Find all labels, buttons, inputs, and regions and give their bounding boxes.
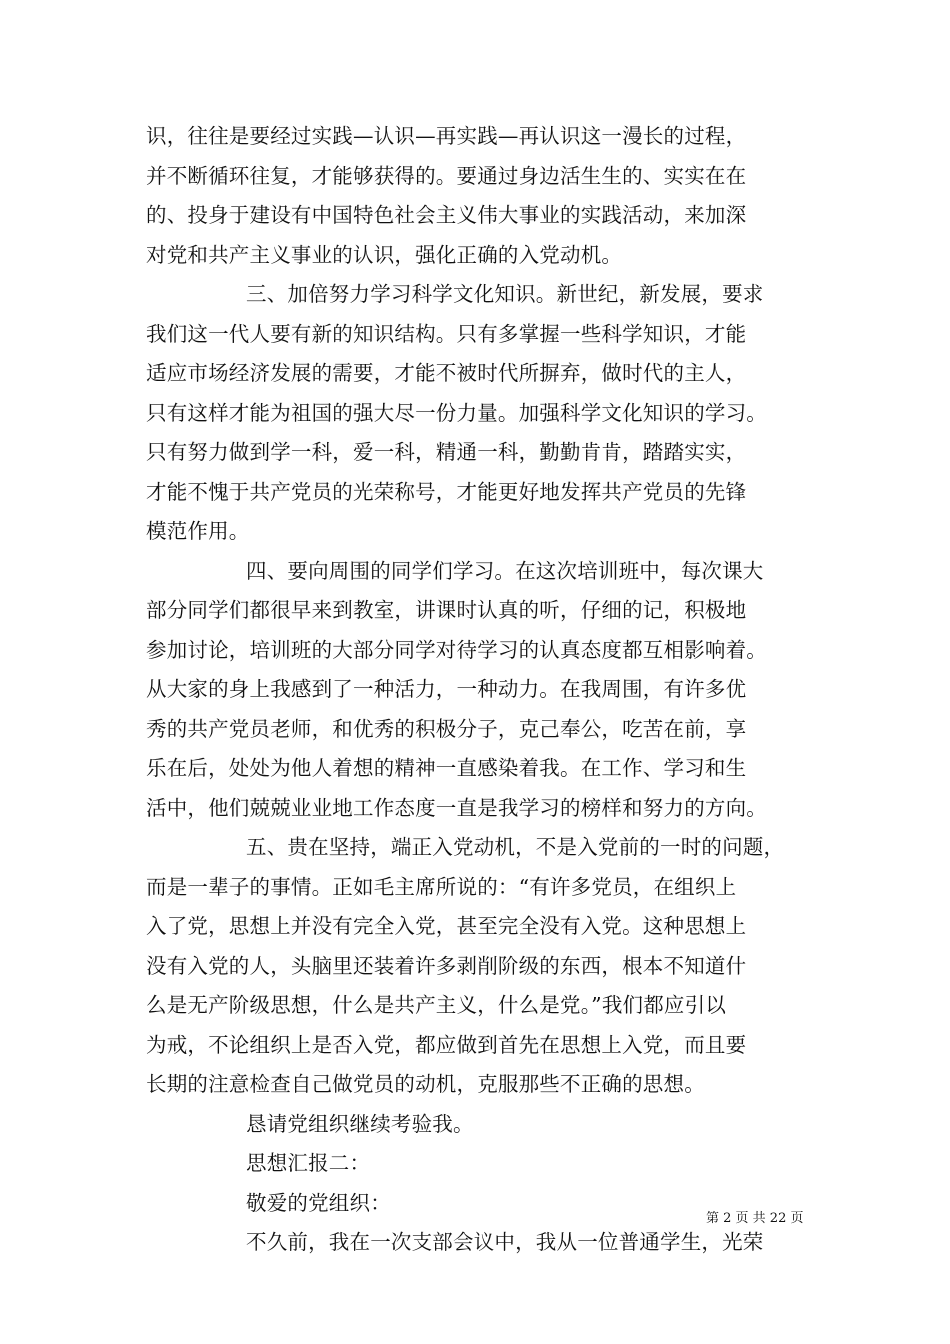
section-heading-line: 四、要向周围的同学们学习。在这次培训班中，每次课大 [246,558,764,583]
text-line: 秀的共产党员老师，和优秀的积极分子，克己奉公，吃苦在前，享 [146,716,747,741]
text-line: 对党和共产主义事业的认识，强化正确的入党动机。 [146,242,623,267]
text-line: 没有入党的人，头脑里还装着许多剥削阶级的东西，根本不知道什 [146,953,747,978]
text-line: 参加讨论，培训班的大部分同学对待学习的认真态度都互相影响着。 [146,637,767,662]
report-title-line: 思想汇报二： [246,1151,371,1175]
text-line: 部分同学们都很早来到教室，讲课时认真的听，仔细的记，积极地 [146,598,747,622]
text-line: 活中，他们兢兢业业地工作态度一直是我学习的榜样和努力的方向。 [146,795,767,820]
text-line: 入了党，思想上并没有完全入党，甚至完全没有入党。这种思想上 [146,914,747,938]
text-line: 从大家的身上我感到了一种活力，一种动力。在我周围，有许多优 [146,677,747,701]
text-line: 而是一辈子的事情。正如毛主席所说的：“有许多党员，在组织上 [146,874,737,899]
text-line: 只有努力做到学一科，爱一科，精通一科，勤勤肯肯，踏踏实实， [146,440,747,464]
text-line: 不久前，我在一次支部会议中，我从一位普通学生，光荣 [246,1230,764,1254]
text-line: 模范作用。 [146,519,250,543]
text-line: 么是无产阶级思想，什么是共产主义，什么是党。”我们都应引以 [146,993,727,1017]
text-line: 才能不愧于共产党员的光荣称号，才能更好地发挥共产党员的先锋 [146,479,747,504]
text-line: 的、投身于建设有中国特色社会主义伟大事业的实践活动，来加深 [146,203,747,227]
text-line: 为戒，不论组织上是否入党，都应做到首先在思想上入党，而且要 [146,1032,747,1057]
salutation-line: 敬爱的党组织： [246,1190,391,1215]
text-line: 乐在后，处处为他人着想的精神一直感染着我。在工作、学习和生 [146,756,747,780]
text-line: 适应市场经济发展的需要，才能不被时代所摒弃，做时代的主人， [146,361,747,385]
text-line: 识，往往是要经过实践—认识—再实践—再认识这一漫长的过程， [146,124,747,148]
text-line: 长期的注意检查自己做党员的动机，克服那些不正确的思想。 [146,1072,705,1096]
text-line: 只有这样才能为祖国的强大尽一份力量。加强科学文化知识的学习。 [146,400,767,425]
text-line: 并不断循环往复，才能够获得的。要通过身边活生生的、实实在在 [146,163,747,188]
text-line: 我们这一代人要有新的知识结构。只有多掌握一些科学知识，才能 [146,321,747,346]
body-text [146,117,818,1263]
page-number-footer: 第 2 页 共 22 页 [706,1211,804,1226]
section-heading-line: 三、加倍努力学习科学文化知识。新世纪，新发展，要求 [246,282,764,306]
closing-line: 恳请党组织继续考验我。 [246,1111,474,1136]
section-heading-line: 五、贵在坚持，端正入党动机，不是入党前的一时的问题， [246,835,785,859]
